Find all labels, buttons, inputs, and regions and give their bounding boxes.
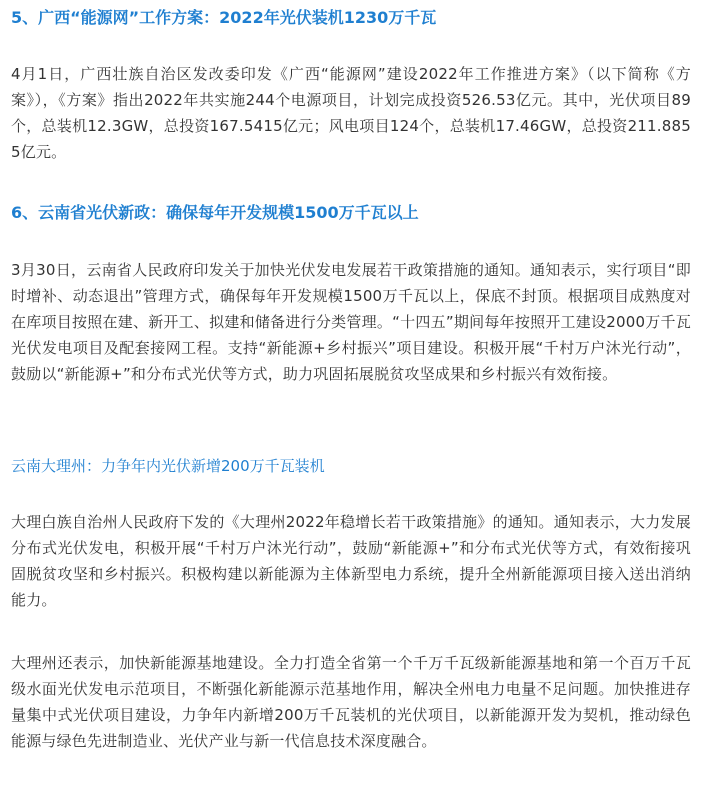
paragraph-guangxi: 4月1日，广西壮族自治区发改委印发《广西“能源网”建设2022年工作推进方案》（以下简称《方案》），《方案》指出2022年共实施244个电源项目，计划完成投资526.53亿元。其中，光伏项目89个，总装机12.3GW，总投资167.5415亿元；风电项目124个，总装机17.46GW，总投资211.8855亿元。 <box>11 65 691 161</box>
section-heading-guangxi: 5、广西“能源网”工作方案：2022年光伏装机1230万千瓦 <box>11 8 437 27</box>
paragraph-dali-2: 大理州还表示，加快新能源基地建设。全力打造全省第一个千万千瓦级新能源基地和第一个百万千瓦级水面光伏发电示范项目，不断强化新能源示范基地作用，解决全州电力电量不足问题。加快推进存量集中式光伏项目建设，力争年内新增200万千瓦装机的光伏项目，以新能源开发为契机，推动绿色能源与绿色先进制造业、光伏产业与新一代信息技术深度融合。 <box>11 654 691 750</box>
paragraph-dali-1: 大理白族自治州人民政府下发的《大理州2022年稳增长若干政策措施》的通知。通知表示，大力发展分布式光伏发电，积极开展“千村万户沐光行动”，鼓励“新能源+”和分布式光伏等方式，有效衔接巩固脱贫攻坚和乡村振兴。积极构建以新能源为主体新型电力系统，提升全州新能源项目接入送出消纳能力。 <box>11 513 691 609</box>
section-heading-yunnan: 6、云南省光伏新政：确保每年开发规模1500万千瓦以上 <box>11 203 419 222</box>
subheading-dali: 云南大理州：力争年内光伏新增200万千瓦装机 <box>11 457 325 475</box>
paragraph-yunnan: 3月30日，云南省人民政府印发关于加快光伏发电发展若干政策措施的通知。通知表示，实行项目“即时增补、动态退出”管理方式，确保每年开发规模1500万千瓦以上，保底不封顶。根据项目成熟度对在库项目按照在建、新开工、拟建和储备进行分类管理。“十四五”期间每年按照开工建设2000万千瓦光伏发电项目及配套接网工程。支持“新能源+乡村振兴”项目建设。积极开展“千村万户沐光行动”，鼓励以“新能源+”和分布式光伏等方式，助力巩固拓展脱贫攻坚成果和乡村振兴有效衔接。 <box>11 261 691 383</box>
